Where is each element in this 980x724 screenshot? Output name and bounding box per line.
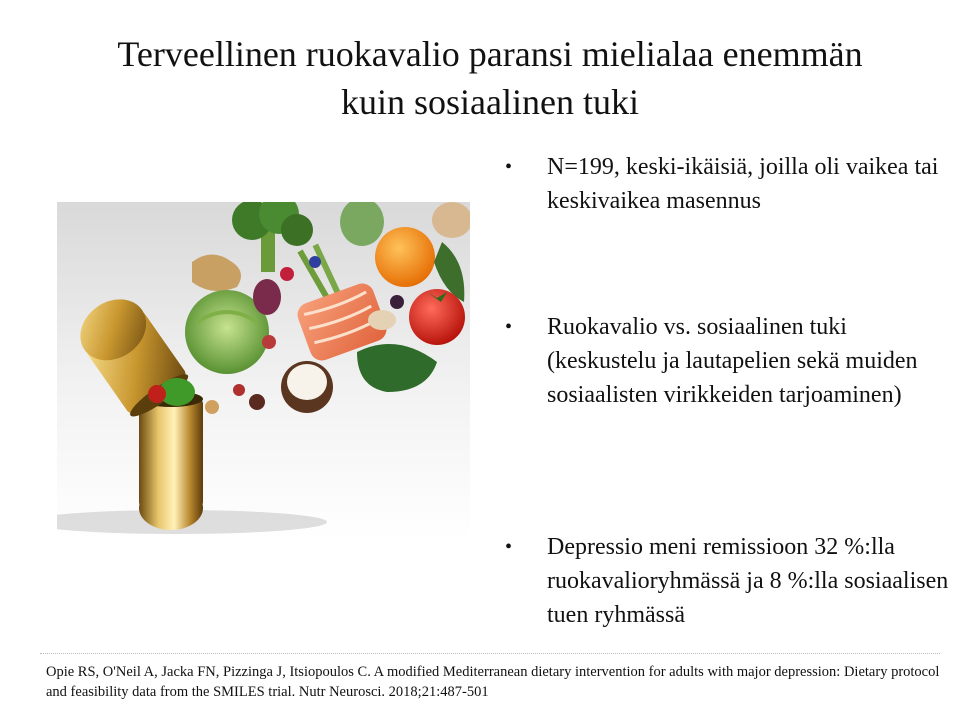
bullet-text: Depressio meni remissioon 32 %:lla ruokavalioryhmässä ja 8 %:lla sosiaalisen tuen ryhmässä — [547, 534, 949, 628]
bullet-marker: • — [505, 536, 513, 558]
slide-title-line-2: kuin sosiaalinen tuki — [341, 82, 639, 122]
slide-title-line-1: Terveellinen ruokavalio paransi mielialaa enemmän — [117, 34, 863, 74]
bullet-text: Ruokavalio vs. sosiaalinen tuki (keskustelu ja lautapelien sekä muiden sosiaalisten virikkeiden tarjoaminen) — [547, 314, 918, 408]
footer-divider — [40, 653, 940, 654]
bullet-marker: • — [505, 316, 513, 338]
citation: Opie RS, O'Neil A, Jacka FN, Pizzinga J, Itsiopoulos C. A modified Mediterranean dietary intervention for adults with major depression: Dietary protocol and feasibility data from the SMILES trial. Nutr Neurosci. 2018;21:487-501 — [46, 664, 940, 700]
food-capsule-illustration — [57, 202, 470, 540]
bullet-item-3 — [505, 530, 957, 632]
bullet-item-2 — [505, 310, 957, 412]
slide-title — [40, 30, 940, 126]
bullet-item-1 — [505, 150, 957, 218]
bullet-marker: • — [505, 156, 513, 178]
bullet-text: N=199, keski-ikäisiä, joilla oli vaikea tai keskivaikea masennus — [547, 154, 939, 214]
